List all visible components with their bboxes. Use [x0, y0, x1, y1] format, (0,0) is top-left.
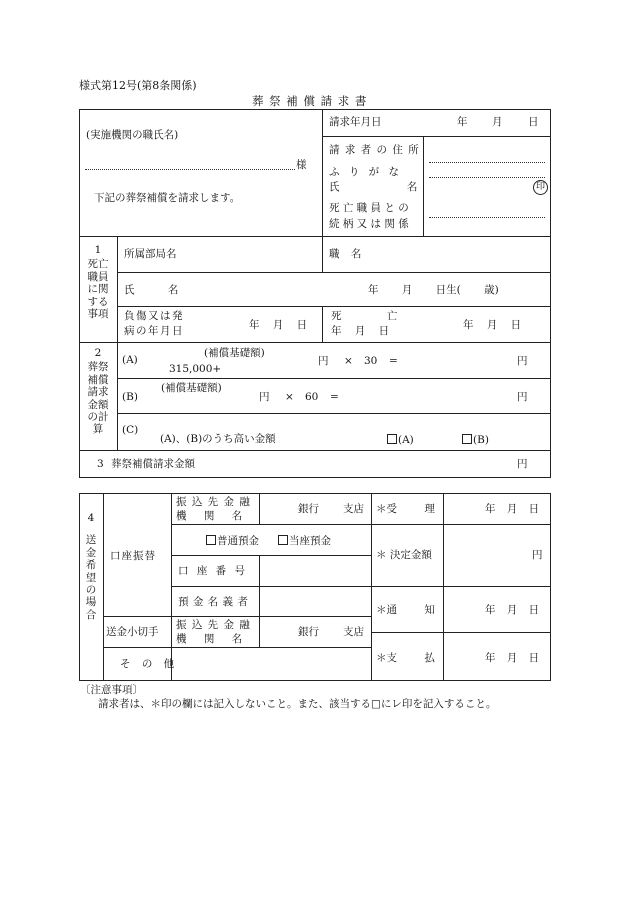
check-label: 送金小切手: [106, 626, 159, 638]
sama-label: 様: [296, 159, 307, 171]
dept-label: 所属部局名: [124, 248, 177, 260]
bank-label-1: 振 込 先 金 融: [176, 496, 251, 508]
calc-b-equals: =: [330, 391, 339, 403]
calc-b-times: ×: [285, 391, 294, 403]
request-date-year[interactable]: 年: [457, 116, 468, 128]
other-label: そ の 他: [120, 658, 175, 670]
calc-a-yen: 円: [318, 355, 329, 367]
futsu-checkbox[interactable]: [206, 535, 216, 545]
seal-mark: 印: [533, 180, 548, 195]
death-date[interactable]: 年 月 日: [463, 319, 522, 331]
section3-label: 3 葬祭補償請求金額: [97, 458, 196, 470]
account-holder-label: 預 金 名 義 者: [178, 596, 249, 608]
notes-heading: 〔注意事項〕: [80, 684, 143, 696]
checkbox-a[interactable]: (A): [387, 434, 414, 446]
injury-label-1: 負傷又は発: [124, 310, 184, 322]
page-title: 葬 祭 補 償 請 求 書: [252, 94, 368, 108]
claimant-address-label: 請 求 者 の 住 所: [329, 144, 420, 156]
received-label: ＊受 理: [376, 503, 435, 515]
injury-date[interactable]: 年 月 日: [249, 319, 308, 331]
calc-c-text: (A)、(B)のうち高い金額: [160, 433, 276, 445]
bank2-label-2: 機 関 名: [176, 633, 243, 645]
received-date[interactable]: 年 月 日: [485, 503, 540, 515]
deceased-name-label: 氏 名: [124, 284, 179, 296]
account-number-label: 口 座 番 号: [178, 565, 246, 577]
bank-suffix[interactable]: 銀行: [298, 503, 319, 515]
relation-line[interactable]: [429, 217, 545, 218]
calc-a-basic-label: (補償基礎額): [204, 347, 265, 359]
section4-heading: 4 送金希望の場合: [85, 512, 97, 621]
furigana-line[interactable]: [429, 177, 545, 178]
calc-b-yen: 円: [259, 391, 270, 403]
calc-a-equals: =: [389, 355, 398, 367]
calc-a-fixed-amount: 315,000+: [169, 363, 222, 375]
calc-b-basic-label: (補償基礎額): [161, 382, 222, 394]
branch2-suffix[interactable]: 支店: [343, 626, 364, 638]
claimant-name-label: 氏 名: [329, 181, 418, 193]
decided-yen[interactable]: 円: [532, 549, 543, 561]
futsu-option[interactable]: 普通預金: [206, 535, 259, 547]
relation-label-1: 死 亡 職 員 と の: [329, 202, 409, 214]
checkbox-b-box[interactable]: [462, 434, 472, 444]
injury-label-2: 病の年月日: [124, 325, 184, 337]
toza-option[interactable]: 当座預金: [278, 535, 331, 547]
notice-date[interactable]: 年 月 日: [485, 604, 540, 616]
calc-b-result-yen[interactable]: 円: [517, 391, 528, 403]
request-date-label: 請求年月日: [329, 116, 382, 128]
section2-heading: 2 葬祭補償請求金額の計算: [87, 347, 109, 436]
calc-a-label: (A): [122, 354, 138, 366]
death-label-2: 年 月 日: [331, 325, 390, 337]
calc-a-times: ×: [344, 355, 353, 367]
checkbox-a-box[interactable]: [387, 434, 397, 444]
bank-label-2: 機 関 名: [176, 510, 243, 522]
branch-suffix[interactable]: 支店: [343, 503, 364, 515]
notice-label: ＊通 知: [376, 604, 435, 616]
calc-b-label: (B): [122, 391, 138, 403]
bank2-suffix[interactable]: 銀行: [298, 626, 319, 638]
request-date-month[interactable]: 月: [492, 116, 503, 128]
request-statement: 下記の葬祭補償を請求します。: [94, 192, 241, 204]
checkbox-b[interactable]: (B): [462, 434, 489, 446]
position-label: 職 名: [329, 248, 362, 260]
furigana-label: ふ り が な: [329, 166, 400, 178]
section3-yen[interactable]: 円: [517, 458, 528, 470]
koza-furikae-label: 口座振替: [110, 550, 156, 562]
calc-b-multiplier: 60: [305, 391, 319, 403]
birth-date-label[interactable]: 年 月 日生( 歳): [368, 284, 499, 296]
payment-label: ＊支 払: [376, 652, 435, 664]
official-label: (実施機関の職氏名): [86, 129, 179, 141]
toza-checkbox[interactable]: [278, 535, 288, 545]
calc-c-label: (C): [122, 424, 139, 436]
calc-a-result-yen[interactable]: 円: [517, 355, 528, 367]
official-name-line[interactable]: [85, 169, 295, 170]
request-date-day[interactable]: 日: [528, 116, 539, 128]
decided-amount-label: ＊ 決定金額: [376, 549, 432, 561]
calc-a-multiplier: 30: [364, 355, 378, 367]
death-label-1: 死 亡: [331, 310, 398, 322]
bank2-label-1: 振 込 先 金 融: [176, 619, 251, 631]
notes-text: 請求者は、＊印の欄には記入しないこと。また、該当する□にレ印を記入すること。: [98, 698, 497, 710]
claimant-address-line[interactable]: [429, 162, 545, 163]
payment-date[interactable]: 年 月 日: [485, 652, 540, 664]
section1-heading: 1 死亡職員に関する事項: [87, 244, 109, 320]
relation-label-2: 続 柄 又 は 関 係: [329, 218, 409, 230]
form-number: 様式第12号(第8条関係): [79, 79, 197, 92]
